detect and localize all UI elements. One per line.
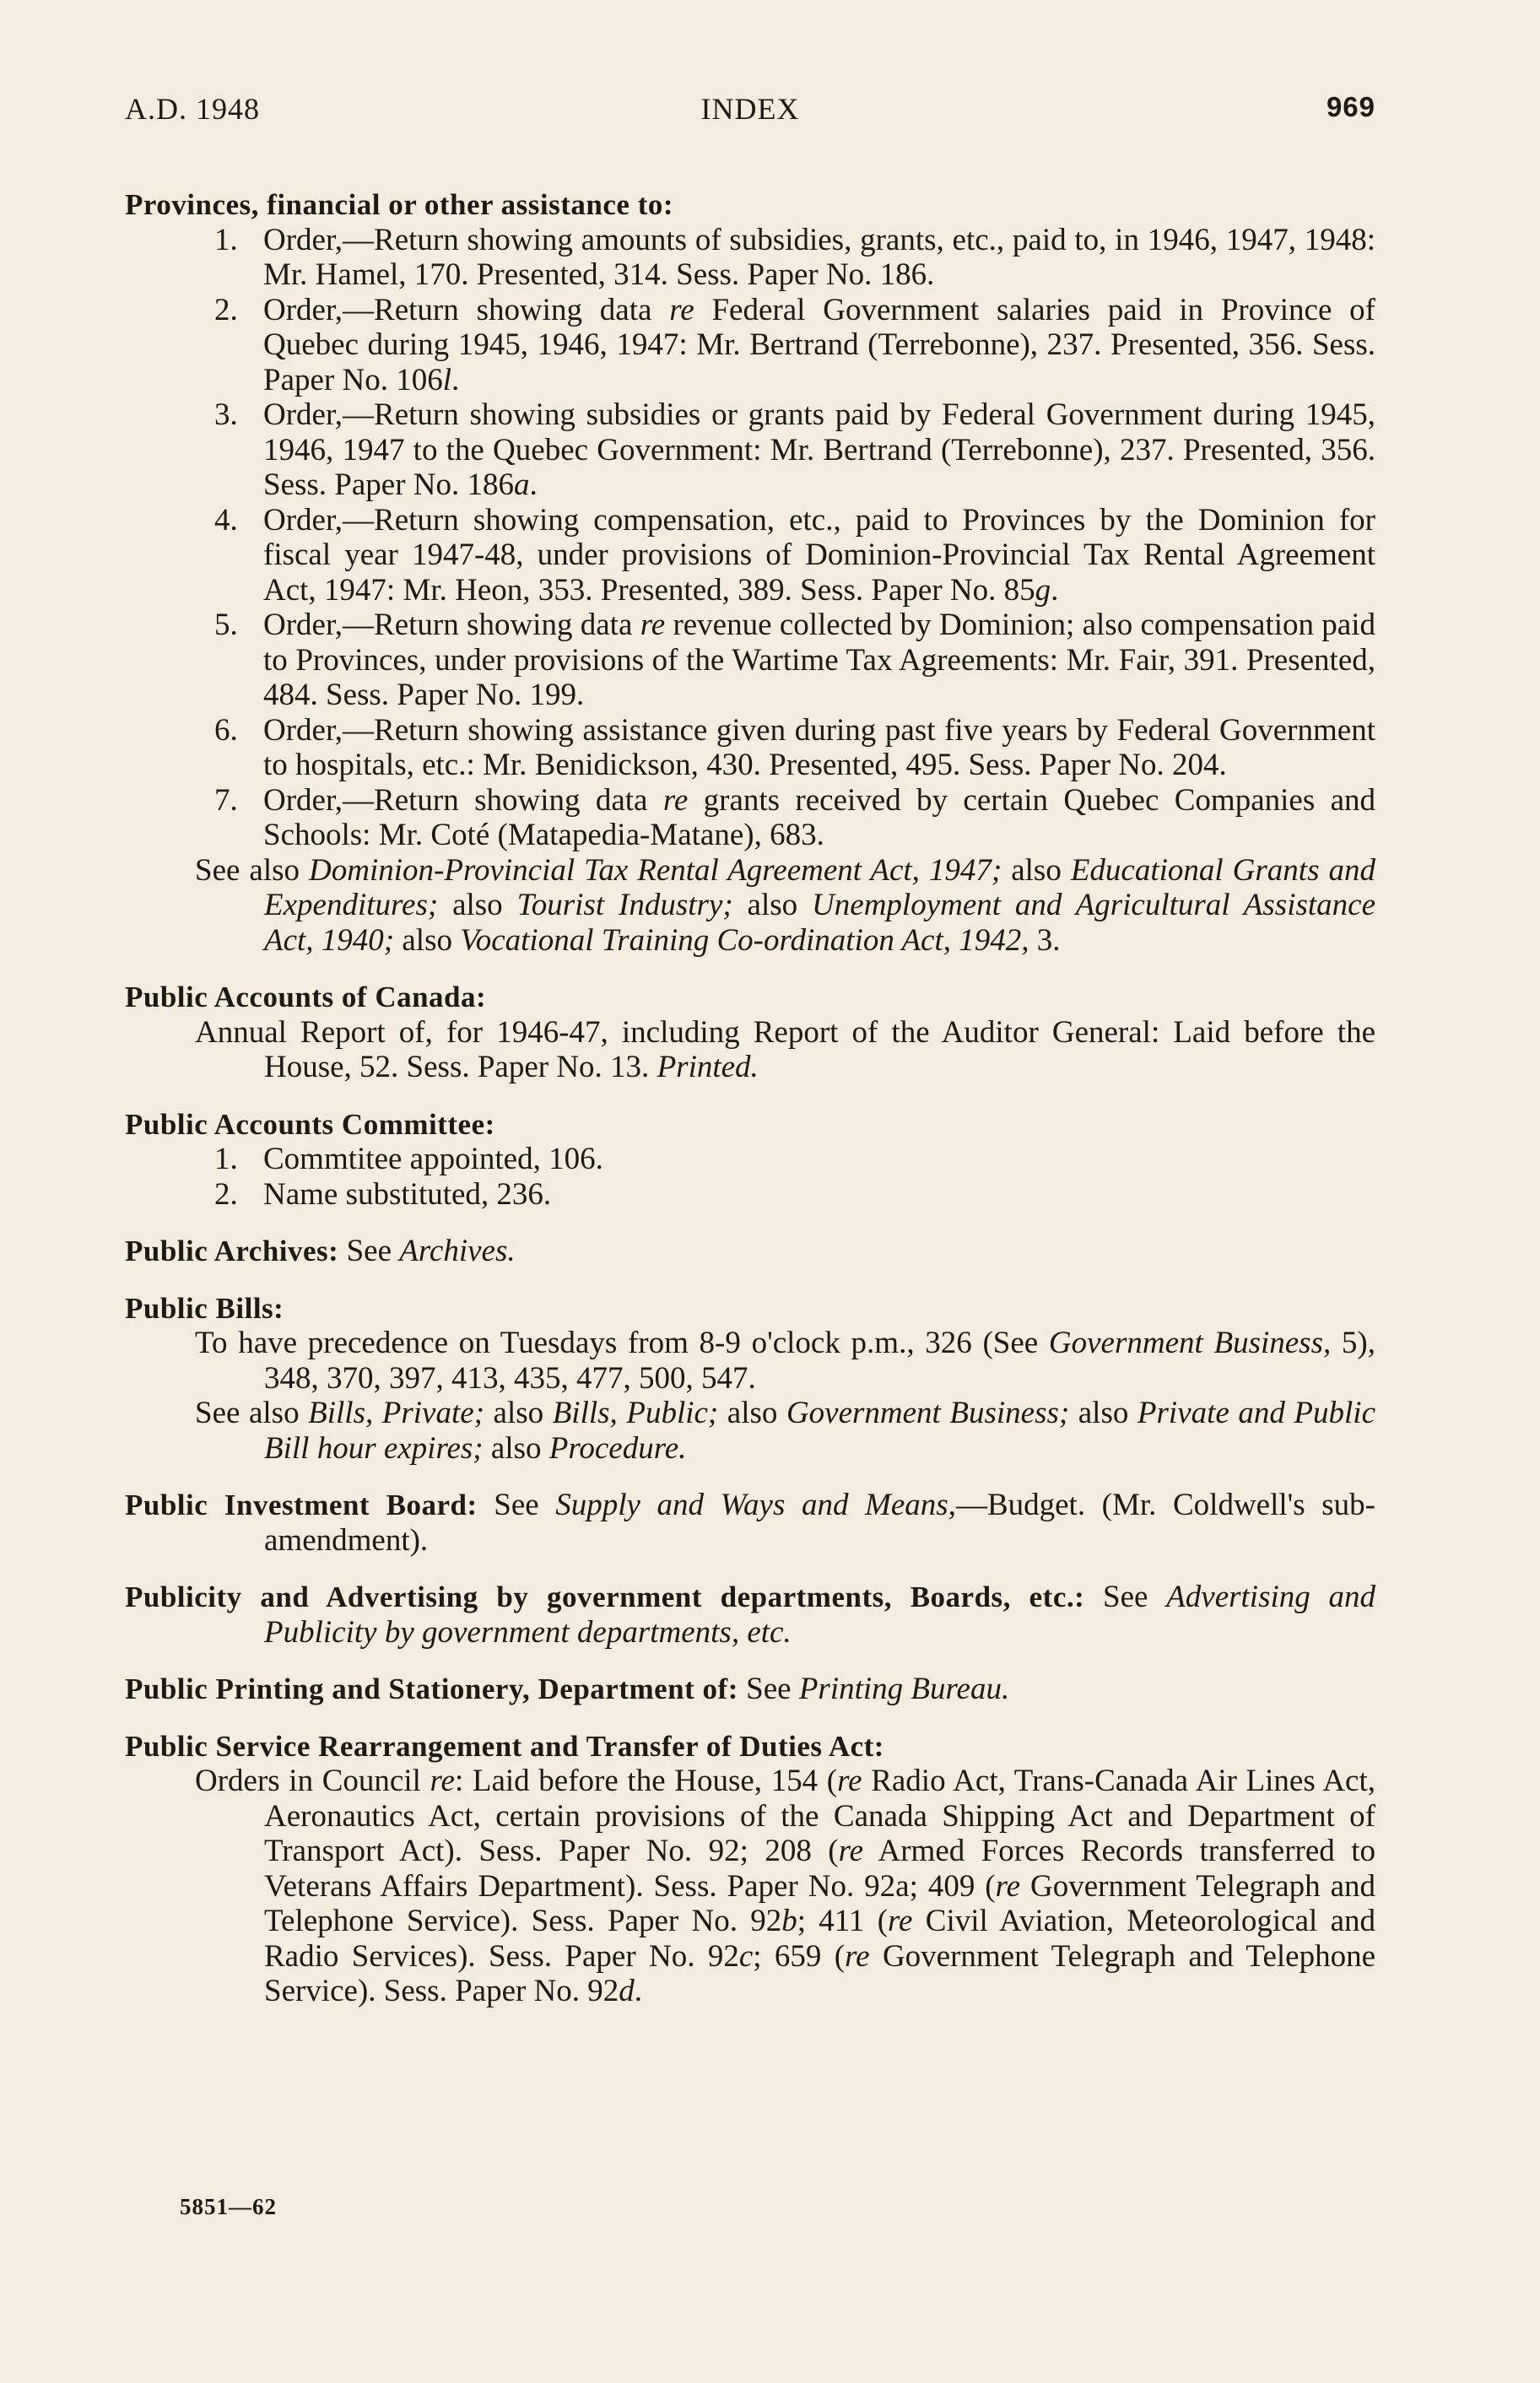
index-entry-public-bills bbox=[125, 1291, 1375, 1467]
index-entry-public-accounts-committee bbox=[125, 1107, 1375, 1213]
list-item: 3. Order,—Return showing subsidies or grants paid by Federal Government during 1945, 1946, 1947 to the Quebec Government: Mr. Bertrand (Terrebonne), 237. Presented, 356. Sess. Paper No. 186a. bbox=[214, 397, 1375, 502]
list-item: 5. Order,—Return showing data re revenue collected by Dominion; also compensation paid to Provinces, under provisions of the Wartime Tax Agreements: Mr. Fair, 391. Presented, 484. Sess. Paper No. 199. bbox=[214, 608, 1376, 712]
entry-heading: Public Bills: bbox=[125, 1291, 284, 1325]
index-entry-public-service-rearrangement bbox=[125, 1729, 1375, 2009]
list-item: To have precedence on Tuesdays from 8-9 o'clock p.m., 326 (See Government Business, 5), 348, 370, 397, 413, 435, 477, 500, 547. bbox=[195, 1326, 1375, 1396]
see-also: See also Bills, Private; also Bills, Public; also Government Business; also Private and Public Bill hour expires; also Procedure. bbox=[195, 1396, 1376, 1466]
page-header bbox=[125, 91, 1375, 133]
printer-mark: 5851—62 bbox=[180, 2194, 277, 2219]
index-content bbox=[125, 187, 1375, 2031]
list-item: 2. Order,—Return showing data re Federal Government salaries paid in Province of Quebec during 1945, 1946, 1947: Mr. Bertrand (Terrebonne), 237. Presented, 356. Sess. Paper No. 106l. bbox=[214, 292, 1376, 397]
list-item: 6. Order,—Return showing assistance given during past five years by Federal Government to hospitals, etc.: Mr. Benidickson, 430. Presented, 495. Sess. Paper No. 204. bbox=[214, 712, 1375, 782]
entry-heading: Public Accounts of Canada: bbox=[125, 981, 487, 1013]
list-item: 4. Order,—Return showing compensation, etc., paid to Provinces by the Dominion for fiscal year 1947-48, under provisions of Dominion-Provincial Tax Rental Agreement Act, 1947: Mr. Heon, 353. Presented, 389. Sess. Paper No. 85g. bbox=[214, 502, 1375, 608]
page-number: 969 bbox=[1326, 91, 1375, 122]
entry-heading: Public Accounts Committee: bbox=[125, 1107, 495, 1141]
index-entry-public-printing: Public Printing and Stationery, Department of: See Printing Bureau. bbox=[125, 1672, 1010, 1706]
entry-heading: Public Investment Board: bbox=[125, 1489, 478, 1521]
index-entry-public-archives: Public Archives: See Archives. bbox=[125, 1234, 516, 1268]
header-year: A.D. 1948 bbox=[125, 92, 260, 126]
list-item: 1. Order,—Return showing amounts of subsidies, grants, etc., paid to, in 1946, 1947, 1948: Mr. Hamel, 170. Presented, 314. Sess. Paper No. 186. bbox=[214, 222, 1375, 292]
entry-heading: Publicity and Advertising by government departments, Boards, etc.: bbox=[125, 1581, 1085, 1613]
list-item: 1. Commtitee appointed, 106. bbox=[214, 1142, 603, 1176]
entry-heading: Public Archives: bbox=[125, 1235, 339, 1267]
entry-heading: Public Printing and Stationery, Department of: bbox=[125, 1672, 738, 1705]
index-entry-provinces bbox=[125, 187, 1375, 958]
entry-heading: Public Service Rearrangement and Transfer of Duties Act: bbox=[125, 1729, 884, 1763]
index-entry-publicity-advertising: Publicity and Advertising by government departments, Boards, etc.: See Advertising and Publicity by government departments, etc. bbox=[125, 1580, 1375, 1650]
list-item: 7. Order,—Return showing data re grants received by certain Quebec Companies and Schools: Mr. Coté (Matapedia-Matane), 683. bbox=[214, 782, 1375, 852]
list-item: Annual Report of, for 1946-47, including Report of the Auditor General: Laid before the House, 52. Sess. Paper No. 13. Printed. bbox=[195, 1014, 1375, 1084]
list-item: Orders in Council re: Laid before the House, 154 (re Radio Act, Trans-Canada Air Lines Act, Aeronautics Act, certain provisions of the Canada Shipping Act and Department of Transport Act). Sess. Paper No. 92; 208 (re Armed Forces Records transferred to Veterans Affairs Department). Sess. Paper No. 92a; 409 (re Government Telegraph and Telephone Service). Sess. Paper No. 92b; 411 (re Civil Aviation, Meteorological and Radio Services). Sess. Paper No. 92c; 659 (re Government Telegraph and Telephone Service). Sess. Paper No. 92d. bbox=[195, 1764, 1376, 2008]
see-also: See also Dominion-Provincial Tax Rental Agreement Act, 1947; also Educational Grants and Expenditures; also Tourist Industry; also Unemployment and Agricultural Assistance Act, 1940; also Vocational Training Co-ordination Act, 1942, 3. bbox=[195, 852, 1376, 958]
index-entry-public-accounts bbox=[125, 980, 1375, 1085]
index-entry-public-investment-board: Public Investment Board: See Supply and Ways and Means,—Budget. (Mr. Coldwell's sub-amendment). bbox=[125, 1488, 1376, 1558]
list-item: 2. Name substituted, 236. bbox=[214, 1176, 552, 1212]
header-title: INDEX bbox=[700, 92, 800, 126]
entry-heading: Provinces, financial or other assistance to: bbox=[125, 188, 674, 221]
